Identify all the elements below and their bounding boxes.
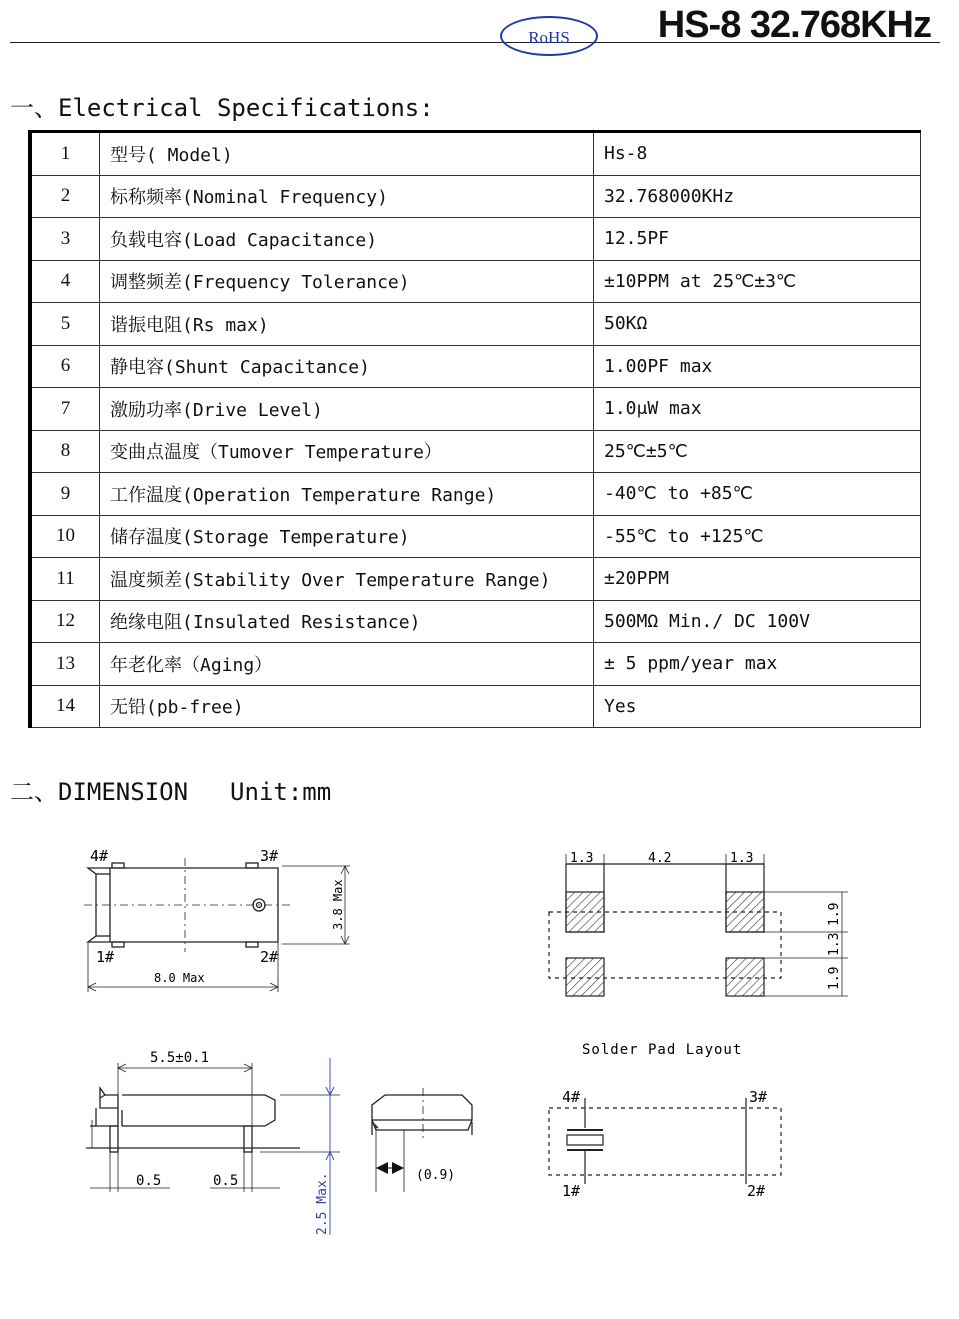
- spec-value: 500MΩ Min./ DC 100V: [594, 600, 921, 643]
- spec-value: 32.768000KHz: [594, 175, 921, 218]
- spec-name: 谐振电阻(Rs max): [100, 303, 594, 346]
- spec-number: 11: [30, 558, 100, 601]
- spec-row: [30, 473, 921, 516]
- dim-thickness-label: 2.5 Max.: [315, 1172, 330, 1235]
- spec-row: [30, 600, 921, 643]
- spec-name: 变曲点温度（Tumover Temperature）: [100, 430, 594, 473]
- spec-row: [30, 558, 921, 601]
- spec-row: [30, 388, 921, 431]
- schematic-pin2-label: 2#: [747, 1182, 766, 1200]
- pad-width-1-label: 1.3: [570, 851, 594, 866]
- spec-number: 7: [30, 388, 100, 431]
- spec-number: 12: [30, 600, 100, 643]
- spec-name: 年老化率（Aging）: [100, 643, 594, 686]
- spec-value: Hs-8: [594, 132, 921, 176]
- spec-row: [30, 430, 921, 473]
- spec-name: 无铅(pb-free): [100, 685, 594, 728]
- dim-lead-left-label: 0.5: [136, 1173, 162, 1189]
- spec-name: 调整频差(Frequency Tolerance): [100, 260, 594, 303]
- pad-height-2-label: 1.9: [827, 966, 842, 990]
- spec-table-body: [30, 132, 921, 728]
- spec-name: 静电容(Shunt Capacitance): [100, 345, 594, 388]
- top-view-pin1-label: 1#: [96, 948, 115, 966]
- spec-value: ± 5 ppm/year max: [594, 643, 921, 686]
- spec-value: ±20PPM: [594, 558, 921, 601]
- spec-number: 6: [30, 345, 100, 388]
- dim-pitch-label: 5.5±0.1: [150, 1050, 210, 1066]
- spec-value: 1.00PF max: [594, 345, 921, 388]
- spec-number: 9: [30, 473, 100, 516]
- spec-number: 4: [30, 260, 100, 303]
- schematic-pin4-label: 4#: [562, 1088, 581, 1106]
- spec-name: 负载电容(Load Capacitance): [100, 218, 594, 261]
- side-view-drawing: [86, 1058, 340, 1235]
- top-view-drawing: [84, 858, 350, 992]
- spec-name: 储存温度(Storage Temperature): [100, 515, 594, 558]
- solder-pad-drawing: [549, 854, 848, 996]
- top-view-pin4-label: 4#: [90, 847, 109, 865]
- pin-schematic-drawing: [549, 1098, 781, 1184]
- spec-row: [30, 218, 921, 261]
- spec-row: [30, 643, 921, 686]
- spec-number: 2: [30, 175, 100, 218]
- pad-gap-label: 4.2: [648, 851, 672, 866]
- spec-name: 温度频差(Stability Over Temperature Range): [100, 558, 594, 601]
- spec-value: 25℃±5℃: [594, 430, 921, 473]
- spec-value: -40℃ to +85℃: [594, 473, 921, 516]
- solder-pad-title: Solder Pad Layout: [582, 1042, 743, 1058]
- spec-name: 绝缘电阻(Insulated Resistance): [100, 600, 594, 643]
- section-electrical-heading: 一、Electrical Specifications:: [10, 94, 434, 122]
- spec-value: -55℃ to +125℃: [594, 515, 921, 558]
- pad-height-1-label: 1.9: [827, 902, 842, 926]
- spec-row: [30, 175, 921, 218]
- spec-value: 12.5PF: [594, 218, 921, 261]
- spec-number: 5: [30, 303, 100, 346]
- dim-height-label: 3.8 Max: [331, 879, 345, 930]
- dimension-title: 二、DIMENSION: [10, 778, 189, 806]
- dim-side-label: (0.9): [416, 1168, 456, 1183]
- spec-row: [30, 303, 921, 346]
- section-dimension-heading: [10, 772, 331, 807]
- spec-row: [30, 685, 921, 728]
- dimension-drawings: [0, 830, 959, 1250]
- spec-table: [28, 130, 921, 728]
- spec-name: 标称频率(Nominal Frequency): [100, 175, 594, 218]
- spec-name: 工作温度(Operation Temperature Range): [100, 473, 594, 516]
- dim-lead-right-label: 0.5: [213, 1173, 239, 1189]
- spec-name: 激励功率(Drive Level): [100, 388, 594, 431]
- spec-value: 1.0μW max: [594, 388, 921, 431]
- top-view-pin2-label: 2#: [260, 948, 279, 966]
- pad-width-2-label: 1.3: [730, 851, 754, 866]
- spec-value: Yes: [594, 685, 921, 728]
- spec-row: [30, 515, 921, 558]
- spec-name: 型号( Model): [100, 132, 594, 176]
- schematic-pin3-label: 3#: [749, 1088, 768, 1106]
- spec-number: 14: [30, 685, 100, 728]
- dim-length-label: 8.0 Max: [154, 971, 205, 985]
- spec-number: 10: [30, 515, 100, 558]
- spec-number: 8: [30, 430, 100, 473]
- spec-number: 3: [30, 218, 100, 261]
- document-title: HS-8 32.768KHz: [657, 4, 931, 46]
- rohs-badge: RoHS: [500, 16, 598, 56]
- spec-number: 1: [30, 132, 100, 176]
- spec-row: [30, 132, 921, 176]
- spec-number: 13: [30, 643, 100, 686]
- top-view-pin3-label: 3#: [260, 847, 279, 865]
- spec-row: [30, 345, 921, 388]
- spec-value: 50KΩ: [594, 303, 921, 346]
- unit-label: Unit:mm: [230, 778, 332, 806]
- spec-row: [30, 260, 921, 303]
- pad-middle-label: 1.3: [827, 932, 842, 956]
- spec-value: ±10PPM at 25℃±3℃: [594, 260, 921, 303]
- schematic-pin1-label: 1#: [562, 1182, 581, 1200]
